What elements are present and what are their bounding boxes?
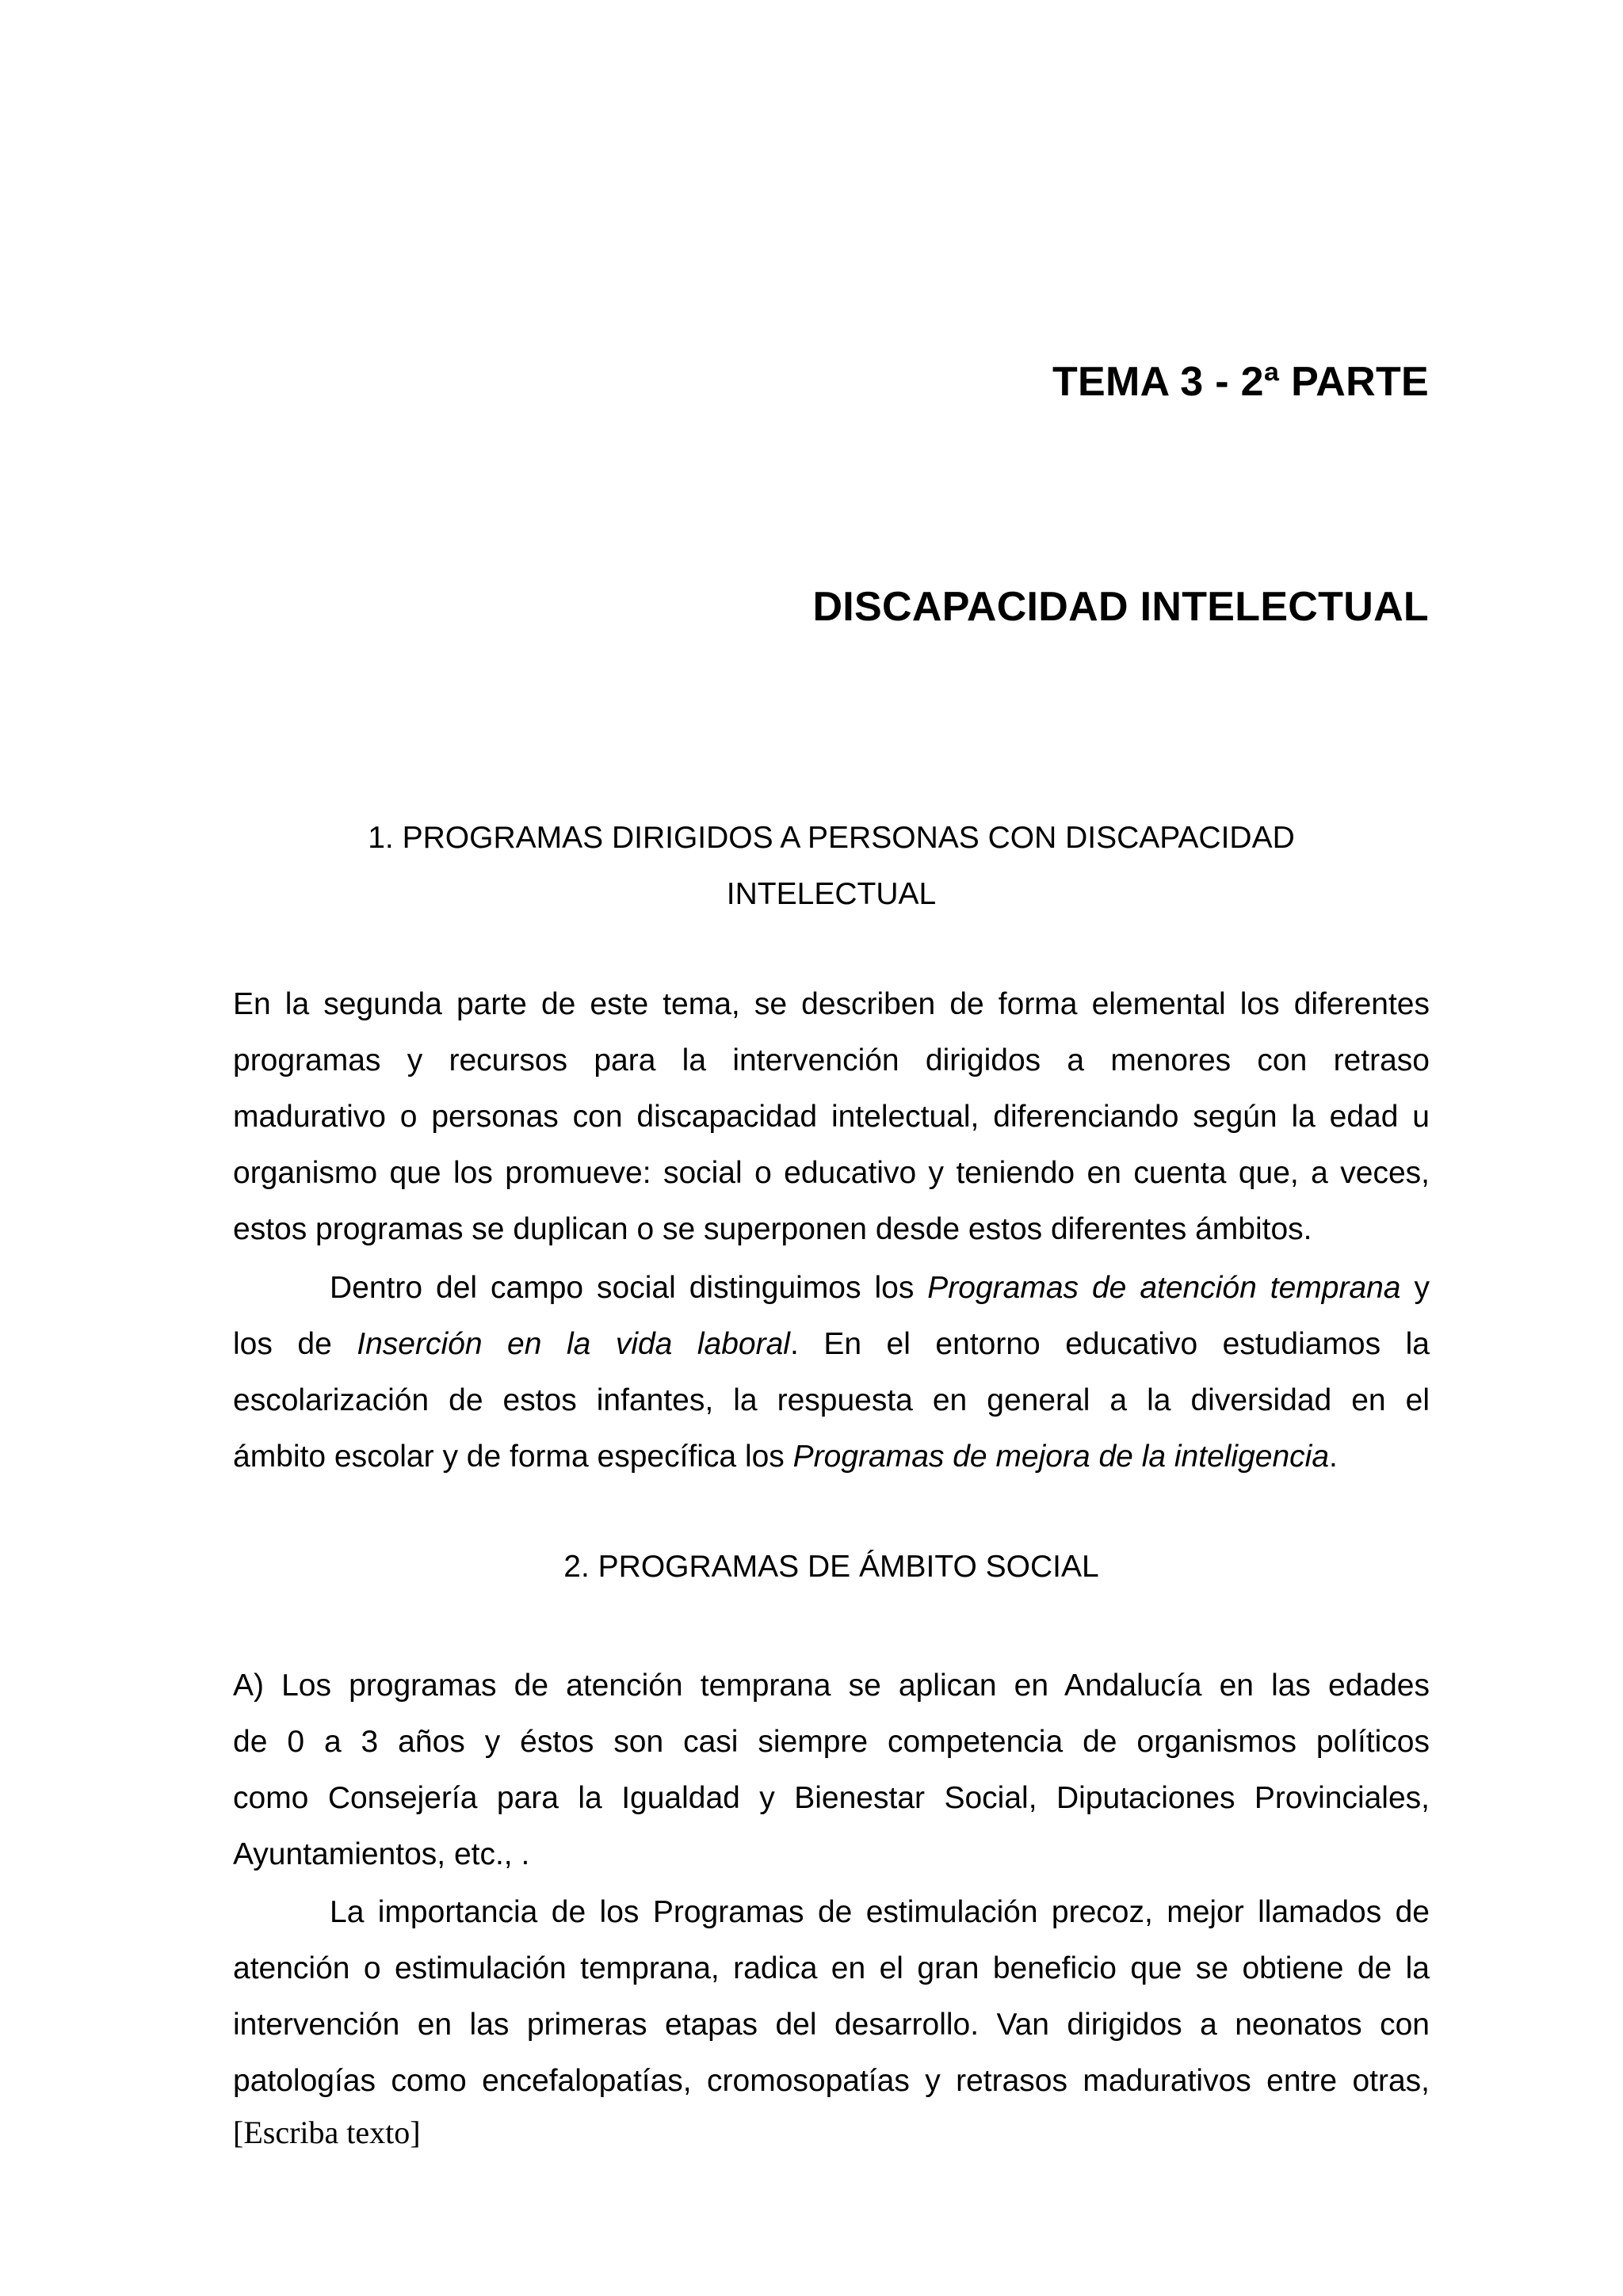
paragraph-intro xyxy=(233,976,1430,1257)
paragraph-line xyxy=(233,1260,1430,1316)
italic-term: Inserción en la vida laboral xyxy=(357,1327,790,1361)
text-run: y xyxy=(1400,1271,1430,1305)
text-run: ámbito escolar y de forma específica los xyxy=(233,1440,793,1474)
paragraph-line: estos programas se duplican o se superponen desde estos diferentes ámbitos. xyxy=(233,1212,1312,1246)
document-title: TEMA 3 - 2ª PARTE xyxy=(1052,359,1429,405)
paragraph-line: como Consejería para la Igualdad y Bienestar Social, Diputaciones Provinciales, xyxy=(233,1781,1430,1815)
paragraph-line: organismo que los promueve: social o educativo y teniendo en cuenta que, a veces, xyxy=(233,1156,1430,1190)
paragraph-early-care xyxy=(233,1657,1430,1882)
paragraph-line: A) Los programas de atención temprana se aplican en Andalucía en las edades xyxy=(233,1669,1430,1703)
paragraph-line: de 0 a 3 años y éstos son casi siempre competencia de organismos políticos xyxy=(233,1725,1430,1759)
italic-term: Programas de atención temprana xyxy=(927,1271,1401,1305)
paragraph-line: La importancia de los Programas de estimulación precoz, mejor llamados de xyxy=(330,1895,1430,1929)
text-run: los de xyxy=(233,1327,357,1361)
paragraph-line: intervención en las primeras etapas del desarrollo. Van dirigidos a neonatos con xyxy=(233,2008,1430,2042)
text-run: . En el entorno educativo estudiamos la xyxy=(789,1327,1430,1361)
italic-term: Programas de mejora de la inteligencia xyxy=(792,1440,1330,1474)
paragraph-line: Ayuntamientos, etc., . xyxy=(233,1837,530,1871)
paragraph-line: escolarización de estos infantes, la respuesta en general a la diversidad en el xyxy=(233,1383,1430,1417)
paragraph-line: patologías como encefalopatías, cromosopatías y retrasos madurativos entre otras, xyxy=(233,2064,1430,2098)
text-run: Dentro del campo social distinguimos los xyxy=(330,1271,928,1305)
section-1-heading xyxy=(233,810,1430,922)
footer-placeholder[interactable]: [Escriba texto] xyxy=(233,2115,421,2150)
paragraph-line: atención o estimulación temprana, radica en el gran beneficio que se obtiene de la xyxy=(233,1951,1430,1985)
section-1-heading-line: 1. PROGRAMAS DIRIGIDOS A PERSONAS CON DISCAPACIDAD xyxy=(368,821,1295,855)
paragraph-line: En la segunda parte de este tema, se describen de forma elemental los diferentes xyxy=(233,987,1430,1021)
section-1-heading-line: INTELECTUAL xyxy=(726,877,937,911)
paragraph-stimulation xyxy=(233,1884,1430,2109)
paragraph-line xyxy=(233,1316,1430,1372)
document-subtitle: DISCAPACIDAD INTELECTUAL xyxy=(812,584,1429,630)
section-2-heading: 2. PROGRAMAS DE ÁMBITO SOCIAL xyxy=(563,1550,1099,1584)
paragraph-line: programas y recursos para la intervención dirigidos a menores con retraso xyxy=(233,1043,1430,1077)
paragraph-programs xyxy=(233,1260,1430,1485)
paragraph-line xyxy=(233,1428,1430,1485)
paragraph-line: madurativo o personas con discapacidad intelectual, diferenciando según la edad u xyxy=(233,1100,1430,1134)
text-run: . xyxy=(1329,1440,1338,1474)
